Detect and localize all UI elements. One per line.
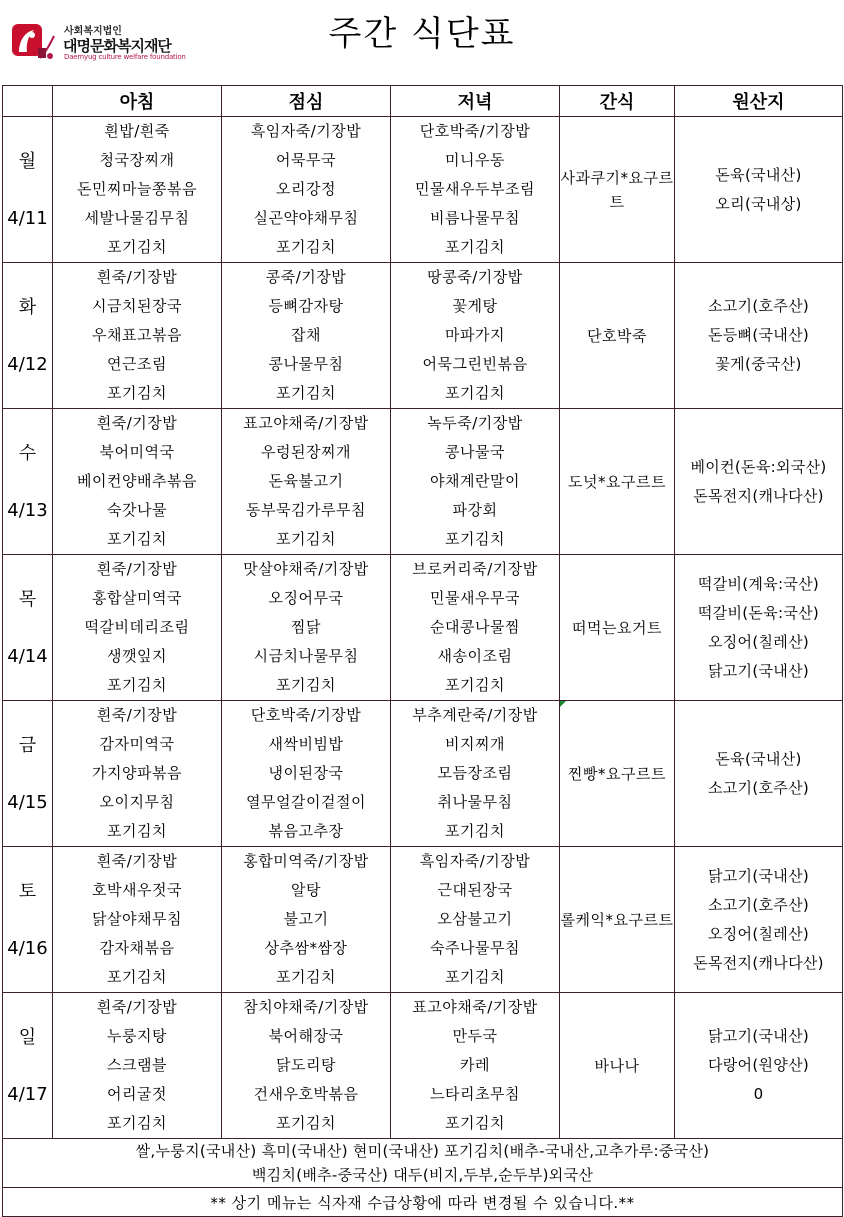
lunch-item: 참치야채죽/기장밥: [243, 998, 369, 1016]
origin-item: 닭고기(국내산): [707, 866, 810, 885]
day-name: 월: [18, 150, 37, 172]
origin-item: 소고기(호주산): [707, 778, 810, 797]
snack-cell: 단호박죽: [560, 263, 675, 409]
dinner-item: 포기김치: [445, 676, 505, 694]
snack-cell: 바나나: [560, 993, 675, 1139]
dinner-item: 포기김치: [445, 1114, 505, 1132]
dinner-item: 취나물무침: [437, 793, 513, 811]
logo-english: Daemyug culture welfare foundation: [64, 53, 186, 61]
breakfast-item: 포기김치: [107, 530, 167, 548]
origin-cell: [675, 409, 843, 555]
breakfast-item: 흰죽/기장밥: [96, 998, 178, 1016]
origin-item: 돈목전지(캐나다산): [693, 486, 824, 505]
origin-item: 오리(국내상): [715, 194, 802, 213]
lunch-item: 홍합미역죽/기장밥: [243, 852, 369, 870]
breakfast-item: 돈민찌마늘쫑볶음: [77, 180, 197, 198]
notice: ** 상기 메뉴는 식자재 수급상황에 따라 변경될 수 있습니다.**: [3, 1188, 843, 1217]
breakfast-item: 흰밥/흰죽: [104, 122, 170, 140]
lunch-item: 오징어무국: [268, 589, 344, 607]
dinner-item: 오삼불고기: [437, 910, 513, 928]
lunch-item: 냉이된장국: [268, 764, 344, 782]
origin-footer: [3, 1139, 843, 1188]
header-row: [3, 86, 843, 117]
header-snack: 간식: [560, 86, 675, 117]
day-name: 토: [18, 880, 37, 902]
dinner-item: 순대콩나물찜: [430, 618, 520, 636]
dinner-item: 모듬장조림: [437, 764, 513, 782]
header-origin: 원산지: [675, 86, 843, 117]
logo-name: 대명문화복지재단: [63, 37, 171, 55]
breakfast-item: 닭살야채무침: [92, 910, 182, 928]
dinner-item: 비지찌개: [445, 735, 505, 753]
day-cell: [3, 117, 53, 263]
origin-item: 소고기(호주산): [707, 297, 810, 315]
day-name: 수: [18, 442, 37, 464]
lunch-item: 알탕: [291, 881, 321, 899]
dinner-cell: [391, 555, 560, 701]
origin-cell: [675, 117, 843, 263]
notice-row: [3, 1188, 843, 1217]
snack-cell: 도넛*요구르트: [560, 409, 675, 555]
header-breakfast: 아침: [53, 86, 222, 117]
lunch-item: 등뼈감자탕: [268, 297, 344, 315]
dinner-item: 민물새우두부조림: [415, 180, 535, 198]
lunch-item: 불고기: [283, 910, 329, 928]
breakfast-item: 포기김치: [107, 1114, 167, 1132]
origin-item: 닭고기(국내산): [707, 661, 810, 680]
page-header: [0, 0, 844, 84]
origin-item: 소고기(호주산): [707, 895, 810, 914]
origin-cell: [675, 555, 843, 701]
breakfast-item: 오이지무침: [99, 793, 175, 811]
lunch-cell: [222, 263, 391, 409]
dinner-item: 만두국: [452, 1027, 498, 1045]
lunch-cell: [222, 117, 391, 263]
day-cell: [3, 263, 53, 409]
lunch-cell: [222, 847, 391, 993]
dinner-item: 민물새우무국: [430, 589, 520, 607]
lunch-item: 잡채: [291, 326, 321, 344]
dinner-item: 녹두죽/기장밥: [427, 414, 523, 432]
day-name: 화: [18, 296, 37, 318]
breakfast-item: 숙갓나물: [107, 501, 167, 519]
origin-item: 오징어(칠레산): [707, 924, 810, 943]
dinner-item: 마파가지: [445, 326, 505, 344]
lunch-item: 맛살야채죽/기장밥: [243, 560, 369, 578]
origin-footer-row: [3, 1139, 843, 1188]
lunch-cell: [222, 409, 391, 555]
dinner-item: 단호박죽/기장밥: [419, 122, 531, 140]
corner-cell: [3, 86, 53, 117]
lunch-item: 닭도리탕: [276, 1056, 336, 1074]
dinner-item: 꽃게탕: [452, 297, 498, 315]
breakfast-cell: [53, 409, 222, 555]
breakfast-item: 떡갈비데리조림: [84, 618, 190, 636]
lunch-item: 포기김치: [276, 384, 336, 402]
lunch-item: 흑임자죽/기장밥: [250, 122, 362, 140]
header-dinner: 저녁: [391, 86, 560, 117]
day-date: 4/13: [7, 499, 48, 521]
lunch-item: 실곤약야채무침: [253, 209, 359, 227]
lunch-item: 우렁된장찌개: [261, 443, 351, 461]
dinner-item: 흑임자죽/기장밥: [419, 852, 531, 870]
origin-item: 닭고기(국내산): [707, 1027, 810, 1045]
breakfast-item: 감자채볶음: [99, 939, 175, 957]
lunch-item: 시금치나물무침: [253, 647, 359, 665]
lunch-item: 포기김치: [276, 1114, 336, 1132]
origin-item: 돈등뼈(국내산): [707, 326, 810, 344]
day-row: [3, 409, 843, 555]
lunch-item: 동부묵김가루무침: [246, 501, 366, 519]
dinner-item: 새송이조림: [437, 647, 513, 665]
breakfast-item: 홍합살미역국: [92, 589, 182, 607]
lunch-item: 건새우호박볶음: [253, 1085, 359, 1103]
footer-line-2: 백김치(배추-중국산) 대두(비지,두부,순두부)외국산: [251, 1166, 594, 1184]
dinner-item: 야채계란말이: [430, 472, 520, 490]
day-date: 4/17: [7, 1083, 48, 1105]
lunch-item: 돈육불고기: [268, 472, 344, 490]
day-row: [3, 263, 843, 409]
origin-cell: [675, 847, 843, 993]
lunch-item: 상추쌈*쌈장: [264, 939, 348, 957]
breakfast-item: 북어미역국: [99, 443, 175, 461]
lunch-item: 찜닭: [291, 618, 321, 636]
lunch-item: 새싹비빔밥: [268, 735, 344, 753]
breakfast-cell: [53, 555, 222, 701]
dinner-item: 느타리초무침: [430, 1085, 520, 1103]
day-cell: [3, 555, 53, 701]
day-row: [3, 701, 843, 847]
origin-item: 돈육(국내산): [715, 749, 802, 768]
breakfast-item: 청국장찌개: [99, 151, 175, 169]
dinner-item: 브로커리죽/기장밥: [412, 560, 538, 578]
dinner-item: 근대된장국: [437, 881, 513, 899]
origin-item: 오징어(칠레산): [707, 632, 810, 651]
header-lunch: 점심: [222, 86, 391, 117]
dinner-item: 포기김치: [445, 238, 505, 256]
breakfast-item: 포기김치: [107, 238, 167, 256]
lunch-item: 콩죽/기장밥: [265, 268, 347, 286]
day-row: [3, 117, 843, 263]
weekly-menu-table: [2, 85, 843, 1217]
dinner-item: 숙주나물무침: [430, 939, 520, 957]
lunch-item: 포기김치: [276, 238, 336, 256]
origin-item: 베이컨(돈육:외국산): [690, 457, 827, 476]
dinner-cell: [391, 993, 560, 1139]
breakfast-item: 연근조림: [107, 355, 167, 373]
breakfast-item: 누룽지탕: [107, 1027, 167, 1045]
lunch-item: 어묵무국: [276, 151, 336, 169]
day-cell: [3, 409, 53, 555]
lunch-item: 열무얼갈이겉절이: [246, 793, 366, 811]
lunch-item: 단호박죽/기장밥: [250, 706, 362, 724]
origin-item: 떡갈비(계육:국산): [697, 574, 820, 593]
day-row: [3, 555, 843, 701]
dinner-item: 포기김치: [445, 968, 505, 986]
dinner-item: 포기김치: [445, 530, 505, 548]
day-cell: [3, 993, 53, 1139]
breakfast-item: 호박새우젓국: [92, 881, 182, 899]
dinner-item: 포기김치: [445, 822, 505, 840]
dinner-item: 파강회: [452, 501, 498, 519]
dinner-item: 비름나물무침: [430, 209, 520, 227]
day-date: 4/15: [7, 791, 48, 813]
lunch-item: 포기김치: [276, 530, 336, 548]
dinner-cell: [391, 263, 560, 409]
origin-cell: [675, 701, 843, 847]
lunch-item: 표고야채죽/기장밥: [243, 414, 369, 432]
breakfast-item: 흰죽/기장밥: [96, 414, 178, 432]
breakfast-item: 어리굴젓: [107, 1085, 167, 1103]
dinner-cell: [391, 701, 560, 847]
breakfast-cell: [53, 993, 222, 1139]
breakfast-cell: [53, 117, 222, 263]
day-date: 4/11: [7, 207, 48, 229]
breakfast-cell: [53, 263, 222, 409]
breakfast-item: 흰죽/기장밥: [96, 852, 178, 870]
day-date: 4/16: [7, 937, 48, 959]
breakfast-item: 감자미역국: [99, 735, 175, 753]
breakfast-item: 포기김치: [107, 822, 167, 840]
day-cell: [3, 847, 53, 993]
lunch-cell: [222, 555, 391, 701]
breakfast-item: 포기김치: [107, 968, 167, 986]
dinner-cell: [391, 847, 560, 993]
breakfast-item: 흰죽/기장밥: [96, 706, 178, 724]
lunch-item: 포기김치: [276, 968, 336, 986]
snack-cell: 찐빵*요구르트: [560, 701, 675, 847]
breakfast-item: 베이컨양배추볶음: [77, 472, 197, 490]
dinner-item: 포기김치: [445, 384, 505, 402]
snack-cell: 롤케익*요구르트: [560, 847, 675, 993]
breakfast-item: 시금치된장국: [92, 297, 182, 315]
logo-small-label: 사회복지법인: [64, 26, 122, 37]
day-date: 4/14: [7, 645, 48, 667]
origin-item: 떡갈비(돈육:국산): [697, 603, 820, 622]
dinner-item: 어묵그린빈볶음: [422, 355, 528, 373]
snack-cell: 사과쿠기*요구르트: [560, 117, 675, 263]
breakfast-item: 포기김치: [107, 676, 167, 694]
footer-line-1: 쌀,누룽지(국내산) 흑미(국내산) 현미(국내산) 포기김치(배추-국내산,고추가루:중국산): [135, 1142, 710, 1160]
origin-cell: [675, 263, 843, 409]
dinner-cell: [391, 409, 560, 555]
breakfast-item: 우채표고볶음: [92, 326, 182, 344]
dinner-item: 부추계란죽/기장밥: [412, 706, 538, 724]
lunch-item: 포기김치: [276, 676, 336, 694]
origin-item: 돈육(국내산): [715, 165, 802, 184]
snack-cell: 떠먹는요거트: [560, 555, 675, 701]
breakfast-item: 스크램블: [107, 1056, 167, 1074]
lunch-item: 북어해장국: [268, 1027, 344, 1045]
breakfast-item: 세발나물김무침: [84, 209, 190, 227]
day-cell: [3, 701, 53, 847]
origin-item: 꽃게(중국산): [715, 355, 802, 373]
day-row: [3, 993, 843, 1139]
dinner-item: 표고야채죽/기장밥: [412, 998, 538, 1016]
breakfast-cell: [53, 847, 222, 993]
breakfast-cell: [53, 701, 222, 847]
breakfast-item: 흰죽/기장밥: [96, 560, 178, 578]
origin-item: 다랑어(원양산): [707, 1056, 810, 1074]
breakfast-item: 가지양파볶음: [92, 764, 182, 782]
day-name: 금: [18, 734, 37, 756]
day-name: 일: [18, 1026, 37, 1048]
origin-item: 0: [753, 1085, 764, 1103]
page-title: 주간 식단표: [328, 14, 516, 54]
lunch-item: 오리강정: [276, 180, 336, 198]
origin-cell: [675, 993, 843, 1139]
day-row: [3, 847, 843, 993]
lunch-item: 콩나물무침: [268, 355, 344, 373]
dinner-item: 땅콩죽/기장밥: [427, 268, 523, 286]
day-date: 4/12: [7, 353, 48, 375]
dinner-item: 미니우동: [445, 151, 505, 169]
lunch-item: 볶음고추장: [268, 822, 344, 840]
breakfast-item: 흰죽/기장밥: [96, 268, 178, 286]
dinner-cell: [391, 117, 560, 263]
day-name: 목: [18, 588, 37, 610]
origin-item: 돈목전지(캐나다산): [693, 953, 824, 972]
dinner-item: 카레: [460, 1056, 490, 1074]
lunch-cell: [222, 993, 391, 1139]
lunch-cell: [222, 701, 391, 847]
dinner-item: 콩나물국: [445, 443, 505, 461]
breakfast-item: 생깻잎지: [107, 647, 167, 665]
breakfast-item: 포기김치: [107, 384, 167, 402]
